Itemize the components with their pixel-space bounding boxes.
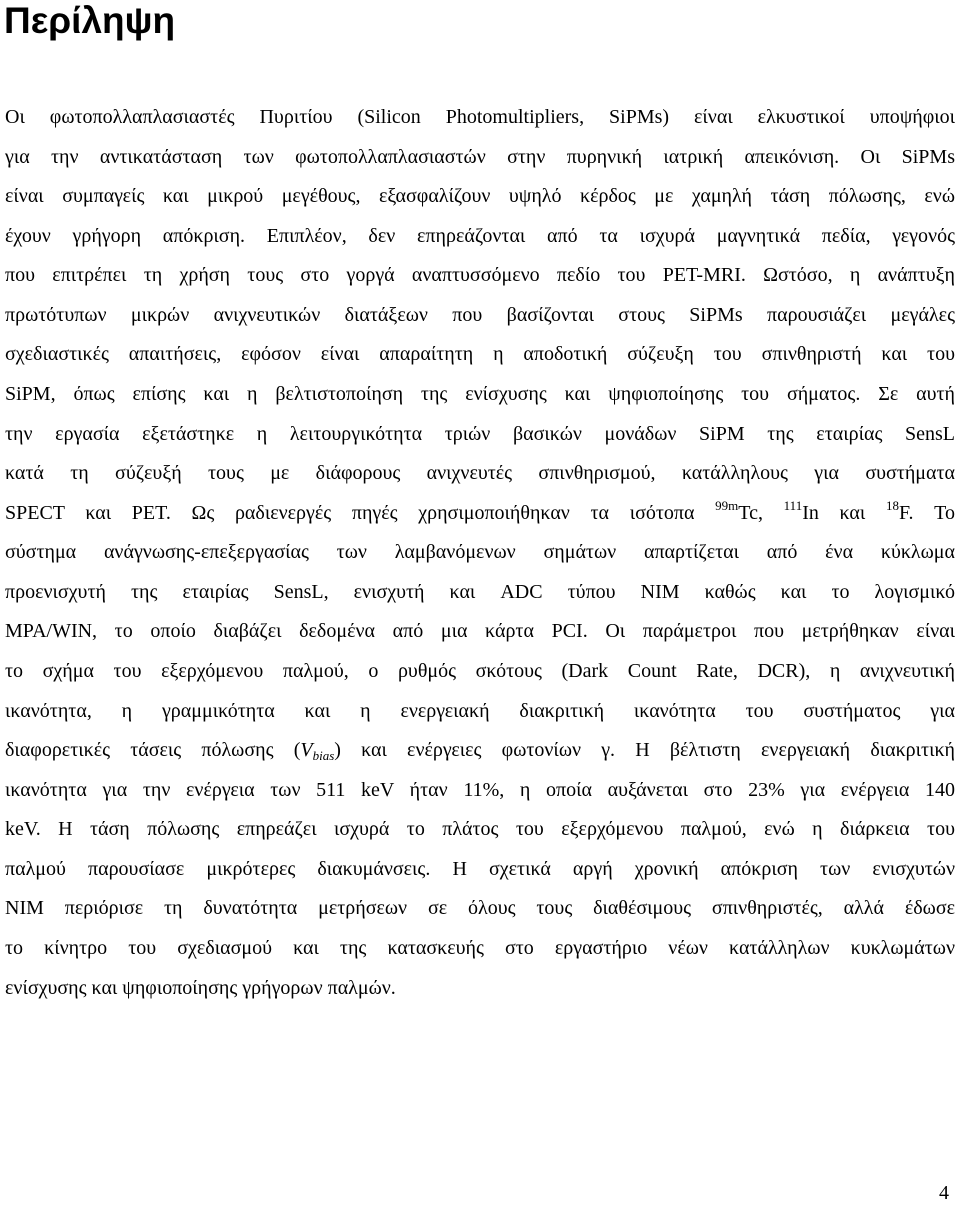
isotope-mass-number: 111 [783, 498, 803, 513]
abstract-line: προενισχυτή της εταιρίας SensL, ενισχυτή και ADC τύπου NIM καθώς και το λογισμικό [5, 581, 955, 603]
abstract-line-isotopes [5, 494, 955, 532]
isotope-mass-number: 18 [885, 498, 899, 513]
vbias-pre-text: διαφορετικές τάσεις πόλωσης ( [5, 739, 301, 761]
isotope-symbol: F. Το [898, 502, 955, 524]
abstract-line: NIM περιόρισε τη δυνατότητα μετρήσεων σε όλους τους διαθέσιμους σπινθηριστές, αλλά έδωσε [5, 897, 955, 919]
abstract-line: MPA/WIN, το οποίο διαβάζει δεδομένα από μια κάρτα PCI. Οι παράμετροι που μετρήθηκαν είναι [5, 620, 955, 642]
abstract-line: σύστημα ανάγνωσης-επεξεργασίας των λαμβανόμενων σημάτων απαρτίζεται από ένα κύκλωμα [5, 541, 955, 563]
abstract-line-last: ενίσχυσης και ψηφιοποίησης γρήγορων παλμών. [5, 977, 396, 999]
vbias-subscript: bias [312, 748, 335, 763]
abstract-line: SiPM, όπως επίσης και η βελτιστοποίηση της ενίσχυσης και ψηφιοποίησης του σήματος. Σε αυτή [5, 383, 955, 405]
abstract-line-vbias [5, 731, 955, 769]
isotope-symbol: Tc, [738, 502, 763, 524]
abstract-line: ικανότητα, η γραμμικότητα και η ενεργειακή διακριτική ικανότητα του συστήματος για [5, 700, 955, 722]
abstract-line: είναι συμπαγείς και μικρού μεγέθους, εξασφαλίζουν υψηλό κέρδος με χαμηλή τάση πόλωσης, ενώ [5, 185, 955, 207]
abstract-line: έχουν γρήγορη απόκριση. Επιπλέον, δεν επηρεάζονται από τα ισχυρά μαγνητικά πεδία, γεγονός [5, 225, 955, 247]
abstract-line: για την αντικατάσταση των φωτοπολλαπλασιαστών στην πυρηνική ιατρική απεικόνιση. Οι SiPMs [5, 146, 955, 168]
isotopes-text: SPECT και PET. Ως ραδιενεργές πηγές χρησιμοποιήθηκαν τα ισότοπα [5, 502, 695, 524]
abstract-line: ικανότητα για την ενέργεια των 511 keV ήταν 11%, η οποία αυξάνεται στο 23% για ενέργεια 140 [5, 779, 955, 801]
isotope-tc99m [715, 498, 763, 524]
isotope-mass-number: 99m [715, 498, 739, 513]
abstract-line: σχεδιαστικές απαιτήσεις, εφόσον είναι απαραίτητη η αποδοτική σύζευξη του σπινθηριστή και του [5, 343, 955, 365]
isotope-in111 [783, 498, 866, 524]
abstract-line: το σχήμα του εξερχόμενου παλμού, ο ρυθμός σκότους (Dark Count Rate, DCR), η ανιχνευτική [5, 660, 955, 682]
page-title: Περίληψη [4, 0, 176, 41]
vbias-symbol: V [300, 739, 313, 761]
page-number: 4 [939, 1182, 949, 1204]
abstract-line: Οι φωτοπολλαπλασιαστές Πυριτίου (Silicon Photomultipliers, SiPMs) είναι ελκυστικοί υποψήφιοι [5, 106, 955, 128]
abstract-line: που επιτρέπει τη χρήση τους στο γοργά αναπτυσσόμενο πεδίο του PET-MRI. Ωστόσο, η ανάπτυξη [5, 264, 955, 286]
isotope-f18 [885, 498, 955, 524]
abstract-line: πρωτότυπων μικρών ανιχνευτικών διατάξεων που βασίζονται στους SiPMs παρουσιάζει μεγάλες [5, 304, 955, 326]
abstract-line: το κίνητρο του σχεδιασμού και της κατασκευής στο εργαστήριο νέων κατάλληλων κυκλωμάτων [5, 937, 955, 959]
abstract-line: την εργασία εξετάστηκε η λειτουργικότητα τριών βασικών μονάδων SiPM της εταιρίας SensL [5, 423, 955, 445]
abstract-line: keV. Η τάση πόλωσης επηρεάζει ισχυρά το πλάτος του εξερχόμενου παλμού, ενώ η διάρκεια του [5, 818, 955, 840]
abstract-line: παλμού παρουσίασε μικρότερες διακυμάνσεις. Η σχετικά αργή χρονική απόκριση των ενισχυτών [5, 858, 955, 880]
vbias-post-text: ) και ενέργειες φωτονίων γ. Η βέλτιστη ενεργειακή διακριτική [334, 739, 955, 761]
abstract-line: κατά τη σύζευξή τους με διάφορους ανιχνευτές σπινθηρισμού, κατάλληλους για συστήματα [5, 462, 955, 484]
isotope-symbol: In και [802, 502, 866, 524]
